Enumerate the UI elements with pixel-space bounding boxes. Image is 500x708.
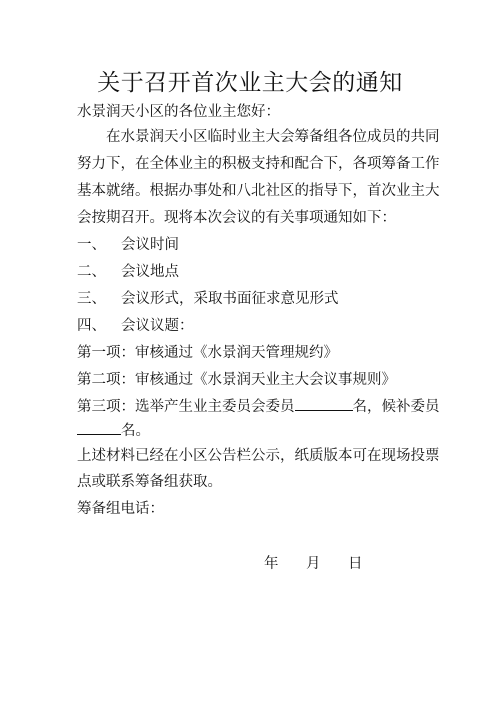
paragraph-line: 基本就绪。根据办事处和八北社区的指导下，首次业主大 (77, 183, 440, 199)
list-text: 会议地点 (121, 264, 179, 280)
paragraph-line: 努力下，在全体业主的积极支持和配合下，各项筹备工作 (77, 156, 440, 172)
paragraph-line: 上述材料已经在小区公告栏公示，纸质版本可在现场投票 (77, 448, 440, 464)
date-month-label: 月 (306, 556, 321, 572)
paragraph-line: 会按期召开。现将本次会议的有关事项通知如下： (77, 210, 396, 226)
agenda-item: 第一项：审核通过《水景润天管理规约》 (77, 345, 338, 361)
list-number: 二、 (77, 264, 106, 280)
list-number: 一、 (77, 237, 106, 253)
agenda-item-3-prefix: 第三项：选举产生业主委员会委员 (77, 399, 295, 415)
list-item (77, 289, 339, 309)
phone-label: 筹备组电话： (77, 501, 164, 517)
list-item (77, 316, 194, 336)
blank-underline (295, 396, 353, 411)
paragraph-line: 在水景润天小区临时业主大会筹备组各位成员的共同 (106, 129, 440, 145)
salutation: 水景润天小区的各位业主您好： (77, 104, 280, 120)
list-item (77, 235, 179, 255)
blank-underline (77, 420, 121, 435)
date-year-label: 年 (264, 556, 279, 572)
date-line (264, 552, 363, 573)
list-item (77, 262, 179, 282)
agenda-item-3-cont (77, 420, 150, 441)
list-text: 会议议题： (121, 318, 194, 334)
agenda-item: 第二项：审核通过《水景润天业主大会议事规则》 (77, 372, 396, 388)
list-text: 会议时间 (121, 237, 179, 253)
list-text: 会议形式，采取书面征求意见形式 (121, 291, 339, 307)
document-title: 关于召开首次业主大会的通知 (97, 70, 403, 96)
agenda-item-3-suffix: 名。 (121, 423, 150, 439)
agenda-item-3-mid: 名，候补委员 (352, 399, 440, 415)
agenda-item-3 (77, 396, 440, 417)
paragraph-line: 点或联系筹备组获取。 (77, 474, 222, 490)
list-number: 四、 (77, 318, 106, 334)
date-day-label: 日 (348, 556, 363, 572)
list-number: 三、 (77, 291, 106, 307)
